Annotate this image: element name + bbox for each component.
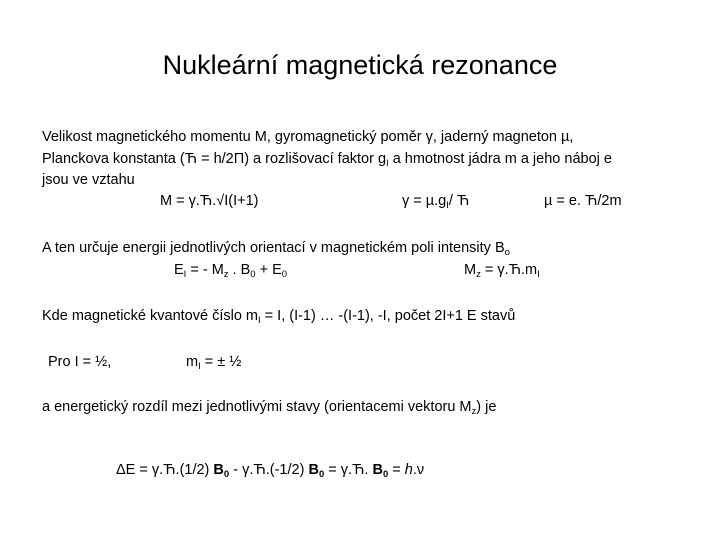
gamma-equation-text: γ = µ.g [402, 193, 447, 209]
intro-line-2 [42, 150, 612, 173]
quantum-number-text-b: = I, (I-1) … -(I-1), -I, počet 2I+1 E stavů [260, 308, 516, 324]
delta-e-b3: B [372, 462, 383, 478]
energy-eq-b: . B [228, 262, 251, 278]
delta-e-part-1: ΔE = γ.Ћ.(1/2) [116, 462, 214, 478]
magneton-equation: µ = e. Ћ/2m [544, 193, 622, 209]
intro-line-2-text-end: a hmotnost jádra m a jeho náboj e [388, 151, 612, 167]
mz-eq-sub-i: I [537, 269, 540, 280]
quantum-number-text [42, 307, 515, 330]
quantum-number-subscript: I [258, 315, 261, 326]
mz-eq-m: M [464, 262, 477, 278]
energy-eq-sub-i: I [183, 269, 187, 280]
case-value-m: m [186, 354, 199, 370]
energy-eq-sub-0: 0 [250, 269, 256, 280]
delta-e-part-2: - γ.Ћ.(-1/2) [229, 462, 309, 478]
gamma-equation [402, 192, 469, 215]
delta-e-equation [116, 461, 424, 484]
energy-equation [174, 261, 287, 284]
intro-line-3: jsou ve vztahu [42, 172, 135, 188]
delta-e-b2: B [308, 462, 319, 478]
delta-e-part-5: .ν [412, 462, 425, 478]
intro-line-1: Velikost magnetického momentu M, gyromagnetický poměr γ, jaderný magneton µ, [42, 129, 574, 145]
energy-eq-e: E [174, 262, 184, 278]
delta-e-part-4: = [388, 462, 405, 478]
delta-e-b2-subscript: 0 [318, 469, 325, 480]
energy-difference-text-b: ) je [476, 399, 497, 415]
gamma-equation-subscript: I [446, 200, 449, 211]
energy-difference-subscript: z [471, 406, 477, 417]
mz-eq-rest: = γ.Ћ.m [480, 262, 538, 278]
delta-e-b1: B [213, 462, 224, 478]
energy-eq-sub-0b: 0 [281, 269, 288, 280]
intro-line-2-subscript: I [386, 158, 389, 169]
moment-equation: M = γ.Ћ.√I(I+1) [160, 193, 259, 209]
gamma-equation-text-end: / Ћ [448, 193, 470, 209]
delta-e-b3-subscript: 0 [382, 469, 389, 480]
case-value-rest: = ± ½ [200, 354, 242, 370]
energy-eq-e0: + E [255, 262, 282, 278]
energy-intro [42, 239, 510, 262]
case-value-subscript: I [198, 361, 201, 372]
case-value [186, 353, 241, 376]
mz-eq-sub-z: z [476, 269, 481, 280]
energy-intro-subscript: o [504, 247, 510, 258]
energy-difference-text [42, 398, 496, 421]
energy-intro-text: A ten určuje energii jednotlivých orientací v magnetickém poli intensity B [42, 240, 505, 256]
delta-e-h: h [404, 462, 413, 478]
delta-e-b1-subscript: 0 [223, 469, 230, 480]
page-title: Nukleární magnetická rezonance [162, 50, 558, 80]
energy-difference-text-a: a energetický rozdíl mezi jednotlivými stavy (orientacemi vektoru M [42, 399, 472, 415]
energy-eq-sub-z: z [223, 269, 229, 280]
mz-equation [464, 261, 540, 284]
energy-eq-mz: = - M [186, 262, 224, 278]
delta-e-part-3: = γ.Ћ. [324, 462, 373, 478]
quantum-number-text-a: Kde magnetické kvantové číslo m [42, 308, 258, 324]
intro-line-2-text: Planckova konstanta (Ћ = h/2Π) a rozlišovací faktor g [42, 151, 387, 167]
case-label: Pro I = ½, [48, 354, 112, 370]
